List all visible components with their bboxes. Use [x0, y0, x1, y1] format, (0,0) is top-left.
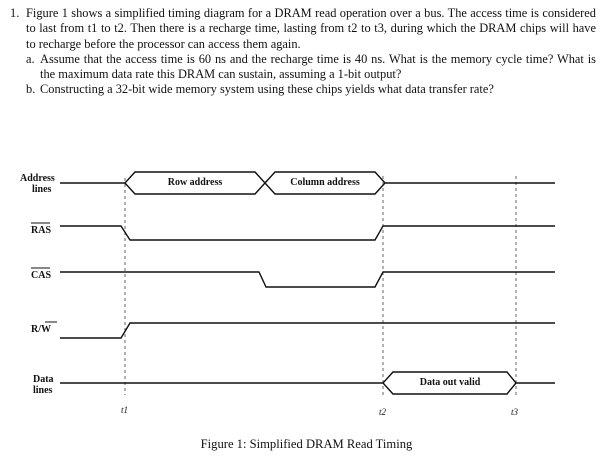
part-b-label: b.: [26, 82, 36, 97]
part-a-label: a.: [26, 51, 35, 66]
part-b-text: Constructing a 32-bit wide memory system using these chips yields what data transfer rate?: [40, 82, 494, 97]
part-a-text: Assume that the access time is 60 ns and the recharge time is 40 ns. What is the memory cycle time? What is the maximum data rate this DRAM can sustain, assuming a 1-bit output?: [40, 51, 596, 82]
rw-label: R/W: [31, 324, 51, 335]
row-address-label: Row address: [167, 177, 223, 188]
cas-label: CAS: [31, 270, 52, 281]
t1-marker: t1: [121, 405, 129, 415]
question-intro: Figure 1 shows a simplified timing diagram for a DRAM read operation over a bus. The access time is considered to last from t1 to t2. Then there is a recharge time, lasting from t2 to t3, during which the DRAM chips will have to recharge before the processor can access them again.: [26, 6, 596, 51]
cas-waveform: [60, 272, 555, 287]
t3-marker: t3: [511, 407, 519, 417]
t2-marker: t2: [379, 407, 387, 417]
question-number: 1.: [10, 6, 20, 20]
figure-caption: Figure 1: Simplified DRAM Read Timing: [200, 437, 413, 451]
rw-waveform: [60, 323, 555, 338]
data-lines-label: Data lines: [33, 374, 54, 396]
address-lines-label: Address lines: [20, 173, 55, 195]
data-out-valid-label: Data out valid: [419, 377, 481, 388]
ras-label: RAS: [31, 225, 52, 236]
ras-waveform: [60, 226, 555, 240]
column-address-label: Column address: [290, 177, 360, 188]
